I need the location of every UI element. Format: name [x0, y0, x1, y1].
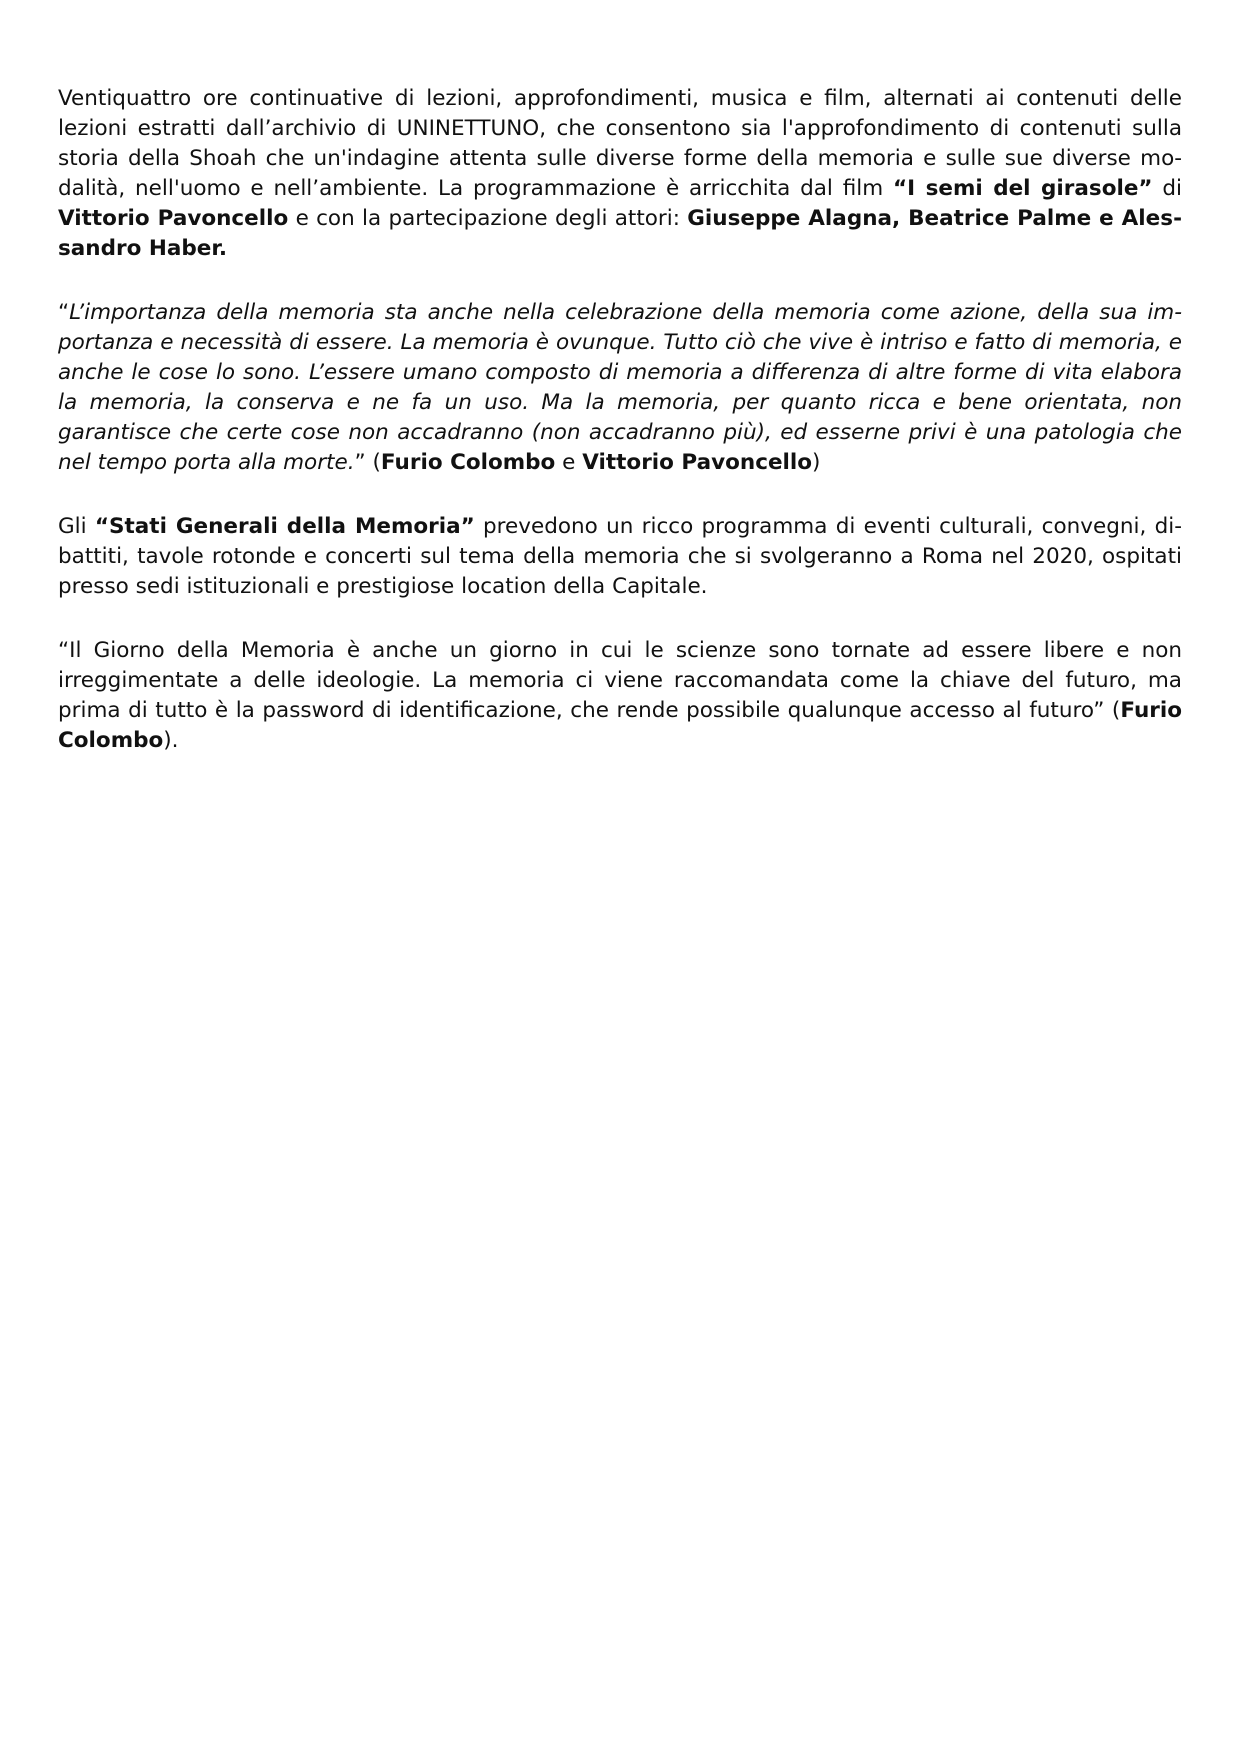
- stati-text-2: prevedono un ricco programma di eventi culturali, convegni, dibattiti, tavole rotonde e concerti sul tema della memoria che si svolgeranno a Roma nel 2020, ospitati presso sedi istituzionali e prestigiose location della Capitale.: [58, 514, 1182, 599]
- giorno-quote-text: “Il Giorno della Memoria è anche un giorno in cui le scienze sono tornate ad essere libere e non irreggimentate a delle ideologie. La memoria ci viene raccomandata come la chiave del futuro, ma prima di tutto è la password di identificazione, che rende possibile qualunque accesso al futuro” (: [58, 638, 1182, 723]
- giorno-end: ).: [163, 728, 179, 753]
- paragraph-memory-quote: [58, 298, 1182, 478]
- paragraph-stati-generali: [58, 512, 1182, 602]
- memory-quote-text: L’importanza della memoria sta anche nella celebrazione della memoria come azione, della sua importanza e necessità di essere. La memoria è ovunque. Tutto ciò che vive è intriso e fatto di memoria, e anche le cose lo sono. L’essere umano composto di memoria a differenza di altre forme di vita elabora la memoria, la conserva e ne fa un uso. Ma la memoria, per quanto ricca e bene orientata, non garantisce che certe cose non accadranno (non accadranno più), ed esserne privi è una patologia che nel tempo porta alla morte.: [58, 300, 1182, 475]
- director-name: Vittorio Pavoncello: [58, 206, 289, 231]
- event-name: “Stati Generali della Memoria”: [94, 514, 475, 539]
- film-title: “I semi del girasole”: [893, 176, 1153, 201]
- program-text-2: di: [1152, 176, 1182, 201]
- document-page: [58, 84, 1182, 790]
- program-text-1: Ventiquattro ore continuative di lezioni, approfondimenti, musica e film, alternati ai contenuti delle lezioni estratti dall’archivio di UNINETTUNO, che consentono sia l'approfondimento di contenuti sulla storia della Shoah che un'indagine attenta sulle diverse forme della memoria e sulle sue diverse modalità, nell'uomo e nell’ambiente. La programmazione è arricchita dal film: [58, 86, 1182, 201]
- paragraph-giorno-memoria: [58, 636, 1182, 756]
- quote-author-2: Vittorio Pavoncello: [582, 450, 813, 475]
- stati-text-1: Gli: [58, 514, 95, 539]
- close-quote-mark: ” (: [354, 450, 381, 475]
- open-quote-mark: “: [58, 300, 70, 325]
- giorno-quote-author: Furio Colombo: [58, 698, 1182, 753]
- actors-names: Giuseppe Alagna, Beatrice Palme e Alessandro Haber.: [58, 206, 1182, 261]
- quote-authors-conjunction: e: [555, 450, 583, 475]
- paragraph-program: [58, 84, 1182, 264]
- program-text-3: e con la partecipazione degli attori:: [288, 206, 688, 231]
- close-paren: ): [812, 450, 821, 475]
- quote-author-1: Furio Colombo: [380, 450, 556, 475]
